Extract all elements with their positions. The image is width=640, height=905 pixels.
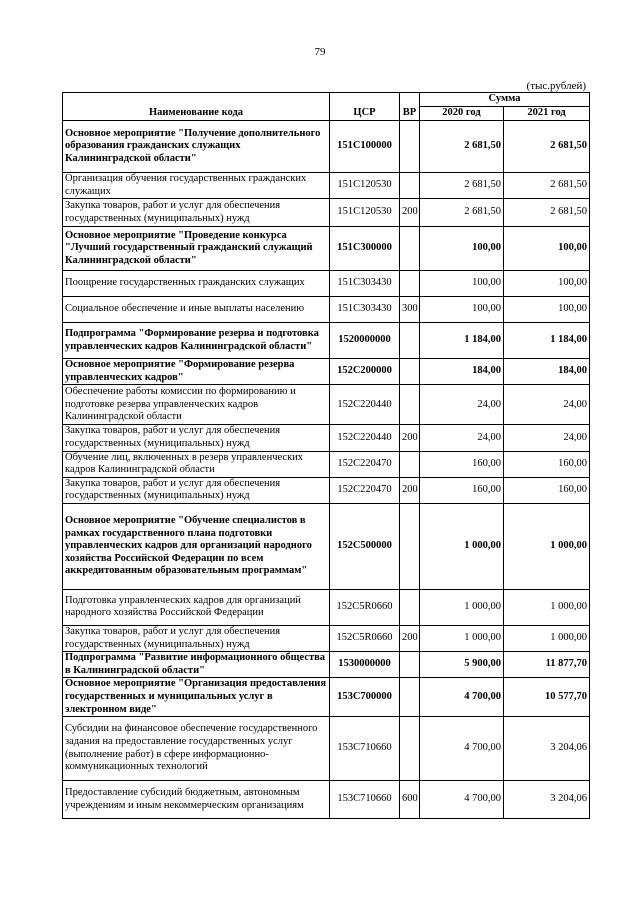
- header-csr: ЦСР: [330, 93, 400, 121]
- header-year-2021: 2021 год: [504, 107, 590, 121]
- row-csr: 152С5R0660: [330, 589, 400, 625]
- row-name: Закупка товаров, работ и услуг для обеспечения государственных (муниципальных) нужд: [63, 625, 330, 651]
- row-name: Подпрограмма "Формирование резерва и подготовка управленческих кадров Калининградской области": [63, 323, 330, 359]
- table-row: [63, 652, 590, 678]
- row-vr: 200: [400, 199, 420, 227]
- row-vr: [400, 359, 420, 385]
- row-sum-2021: 2 681,50: [504, 199, 590, 227]
- row-vr: [400, 451, 420, 477]
- row-vr: [400, 271, 420, 297]
- row-vr: [400, 323, 420, 359]
- row-sum-2021: 24,00: [504, 425, 590, 451]
- table-row: [63, 121, 590, 173]
- row-vr: 300: [400, 297, 420, 323]
- row-sum-2021: 100,00: [504, 271, 590, 297]
- table-body: [63, 121, 590, 819]
- row-name: Организация обучения государственных гражданских служащих: [63, 173, 330, 199]
- row-sum-2021: 3 204,06: [504, 717, 590, 781]
- row-csr: 1530000000: [330, 652, 400, 678]
- row-sum-2021: 1 184,00: [504, 323, 590, 359]
- row-sum-2020: 100,00: [420, 297, 504, 323]
- table-row: [63, 297, 590, 323]
- row-sum-2021: 11 877,70: [504, 652, 590, 678]
- row-sum-2021: 1 000,00: [504, 503, 590, 589]
- table-row: [63, 781, 590, 819]
- page-number: 79: [314, 46, 326, 58]
- table-row: [63, 199, 590, 227]
- units-label: (тыс.рублей): [526, 80, 586, 92]
- table-row: [63, 477, 590, 503]
- row-vr: 200: [400, 625, 420, 651]
- row-sum-2020: 5 900,00: [420, 652, 504, 678]
- row-sum-2020: 2 681,50: [420, 173, 504, 199]
- table-row: [63, 385, 590, 425]
- table-row: [63, 625, 590, 651]
- table-row: [63, 173, 590, 199]
- header-vr: ВР: [400, 93, 420, 121]
- row-csr: 151С100000: [330, 121, 400, 173]
- row-vr: [400, 652, 420, 678]
- row-name: Основное мероприятие "Обучение специалистов в рамках государственного плана подготовки управленческих кадров для организаций народного хозяйства Российской Федерации по всем аккредитованным образовательным программам": [63, 503, 330, 589]
- row-csr: 151С120530: [330, 199, 400, 227]
- row-sum-2021: 100,00: [504, 297, 590, 323]
- row-sum-2020: 2 681,50: [420, 121, 504, 173]
- row-sum-2021: 1 000,00: [504, 589, 590, 625]
- row-sum-2020: 1 184,00: [420, 323, 504, 359]
- row-name: Основное мероприятие "Получение дополнительного образования гражданских служащих Калининградской области": [63, 121, 330, 173]
- row-sum-2021: 1 000,00: [504, 625, 590, 651]
- row-sum-2021: 24,00: [504, 385, 590, 425]
- row-csr: 152С220470: [330, 451, 400, 477]
- row-vr: 200: [400, 425, 420, 451]
- row-name: Закупка товаров, работ и услуг для обеспечения государственных (муниципальных) нужд: [63, 477, 330, 503]
- row-name: Основное мероприятие "Проведение конкурса "Лучший государственный гражданский служащий Калининградской области": [63, 227, 330, 271]
- row-vr: [400, 385, 420, 425]
- row-csr: 151С303430: [330, 297, 400, 323]
- row-vr: [400, 173, 420, 199]
- row-csr: 151С300000: [330, 227, 400, 271]
- table-row: [63, 503, 590, 589]
- row-sum-2021: 3 204,06: [504, 781, 590, 819]
- row-name: Обучение лиц, включенных в резерв управленческих кадров Калининградской области: [63, 451, 330, 477]
- row-name: Обеспечение работы комиссии по формированию и подготовке резерва управленческих кадров Калининградской области: [63, 385, 330, 425]
- row-sum-2021: 184,00: [504, 359, 590, 385]
- row-csr: 153С710660: [330, 781, 400, 819]
- row-csr: 151С303430: [330, 271, 400, 297]
- row-sum-2020: 100,00: [420, 271, 504, 297]
- row-sum-2020: 4 700,00: [420, 678, 504, 717]
- row-csr: 152С500000: [330, 503, 400, 589]
- row-sum-2021: 100,00: [504, 227, 590, 271]
- row-sum-2020: 4 700,00: [420, 717, 504, 781]
- row-sum-2020: 4 700,00: [420, 781, 504, 819]
- table-row: [63, 271, 590, 297]
- row-sum-2021: 2 681,50: [504, 173, 590, 199]
- row-csr: 152С220470: [330, 477, 400, 503]
- row-sum-2020: 24,00: [420, 385, 504, 425]
- row-csr: 152С220440: [330, 425, 400, 451]
- row-sum-2020: 1 000,00: [420, 589, 504, 625]
- row-sum-2021: 160,00: [504, 451, 590, 477]
- row-vr: [400, 227, 420, 271]
- row-sum-2020: 1 000,00: [420, 503, 504, 589]
- row-name: Основное мероприятие "Организация предоставления государственных и муниципальных услуг в электронном виде": [63, 678, 330, 717]
- row-name: Социальное обеспечение и иные выплаты населению: [63, 297, 330, 323]
- table-row: [63, 323, 590, 359]
- table-row: [63, 589, 590, 625]
- header-year-2020: 2020 год: [420, 107, 504, 121]
- table-row: [63, 425, 590, 451]
- row-csr: 152С200000: [330, 359, 400, 385]
- table-row: [63, 717, 590, 781]
- row-sum-2021: 10 577,70: [504, 678, 590, 717]
- row-vr: [400, 717, 420, 781]
- row-name: Подготовка управленческих кадров для организаций народного хозяйства Российской Федерации: [63, 589, 330, 625]
- row-name: Закупка товаров, работ и услуг для обеспечения государственных (муниципальных) нужд: [63, 425, 330, 451]
- row-sum-2020: 160,00: [420, 451, 504, 477]
- table-row: [63, 678, 590, 717]
- row-name: Поощрение государственных гражданских служащих: [63, 271, 330, 297]
- row-sum-2020: 100,00: [420, 227, 504, 271]
- table-row: [63, 451, 590, 477]
- row-vr: [400, 121, 420, 173]
- row-csr: 152С220440: [330, 385, 400, 425]
- header-sum: Сумма: [420, 93, 590, 107]
- row-sum-2020: 160,00: [420, 477, 504, 503]
- table-row: [63, 227, 590, 271]
- row-vr: [400, 589, 420, 625]
- row-name: Субсидии на финансовое обеспечение государственного задания на предоставление государственных услуг (выполнение работ) в сфере информационно-коммуникационных технологий: [63, 717, 330, 781]
- row-vr: 200: [400, 477, 420, 503]
- row-csr: 151С120530: [330, 173, 400, 199]
- row-vr: [400, 503, 420, 589]
- row-vr: [400, 678, 420, 717]
- budget-table: [62, 92, 590, 819]
- row-csr: 153С710660: [330, 717, 400, 781]
- row-sum-2021: 160,00: [504, 477, 590, 503]
- row-csr: 153С700000: [330, 678, 400, 717]
- row-name: Основное мероприятие "Формирование резерва управленческих кадров": [63, 359, 330, 385]
- row-sum-2020: 2 681,50: [420, 199, 504, 227]
- row-name: Закупка товаров, работ и услуг для обеспечения государственных (муниципальных) нужд: [63, 199, 330, 227]
- row-csr: 1520000000: [330, 323, 400, 359]
- row-csr: 152С5R0660: [330, 625, 400, 651]
- row-sum-2020: 1 000,00: [420, 625, 504, 651]
- row-sum-2020: 184,00: [420, 359, 504, 385]
- header-name: Наименование кода: [63, 93, 330, 121]
- table-row: [63, 359, 590, 385]
- row-vr: 600: [400, 781, 420, 819]
- row-sum-2021: 2 681,50: [504, 121, 590, 173]
- row-name: Предоставление субсидий бюджетным, автономным учреждениям и иным некоммерческим организациям: [63, 781, 330, 819]
- row-name: Подпрограмма "Развитие информационного общества в Калининградской области": [63, 652, 330, 678]
- row-sum-2020: 24,00: [420, 425, 504, 451]
